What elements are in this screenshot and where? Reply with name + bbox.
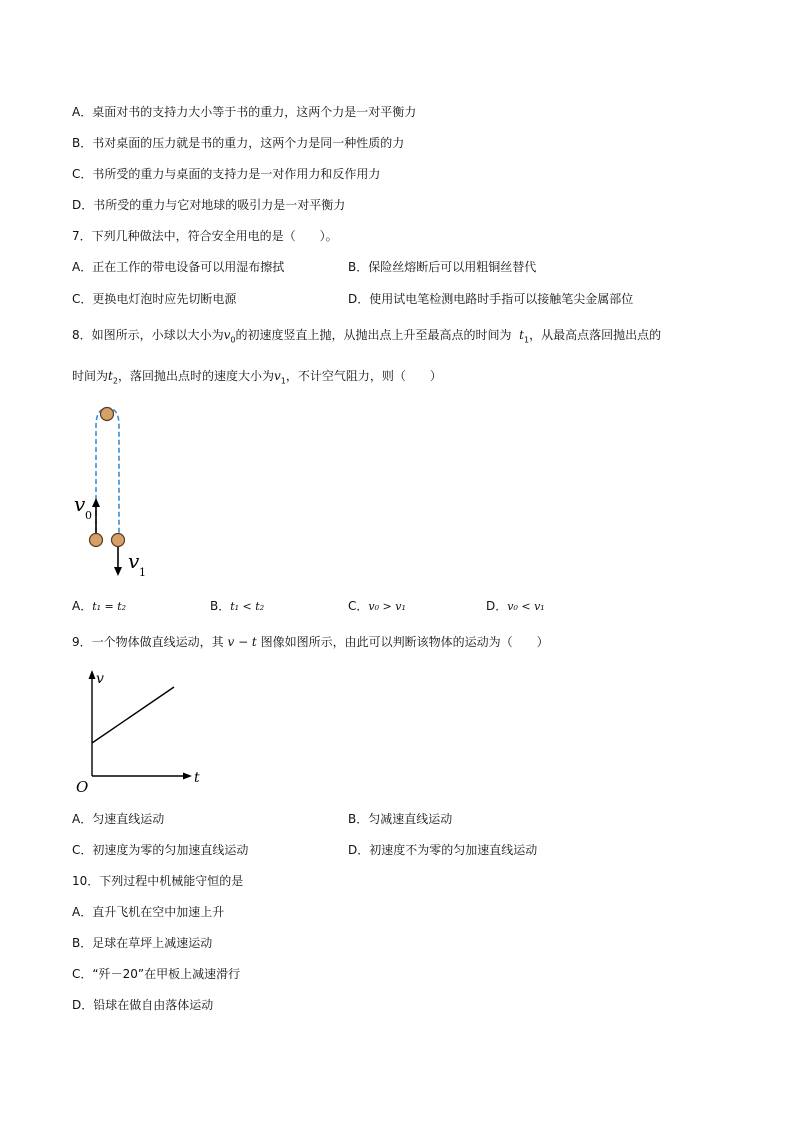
q8-t1: t [519,328,524,342]
q6-option-b: B．书对桌面的压力就是书的重力，这两个力是同一种性质的力 [72,136,405,150]
q8-label-v0: v [74,492,86,516]
q9-origin-label: O [76,778,89,796]
q8-figure [68,400,158,585]
q8-ball-bottom-left [90,534,103,547]
q8-option-a [72,598,126,615]
q6-option-d: D．书所受的重力与它对地球的吸引力是一对平衡力 [72,198,346,212]
q8-label-v0-sub: 0 [85,509,92,522]
q8-v0: v [223,328,231,342]
q8-option-a-label: A． [72,599,93,613]
q7-option-c: C．更换电灯泡时应先切断电源 [72,292,237,306]
q9-vt: v − t [227,635,257,649]
q9-data-line [92,687,174,743]
q8-ball-top [101,408,114,421]
q8-option-a-expr: t₁ = t₂ [92,600,127,613]
q9-option-c: C．初速度为零的匀加速直线运动 [72,843,249,857]
q9-stem [72,634,549,650]
q9-y-label: v [96,671,104,687]
q10-option-b: B．足球在草坪上减速运动 [72,936,213,950]
q10-option-d: D．铅球在做自由落体运动 [72,998,214,1012]
q8-option-b-expr: t₁ < t₂ [230,600,265,613]
q9-option-d: D．初速度不为零的匀加速直线运动 [348,843,538,857]
q8-option-c [348,598,406,615]
q9-vt-graph [72,668,212,800]
q9-stem-a: 9．一个物体做直线运动，其 [72,635,224,649]
q9-x-label: t [194,770,200,786]
q7-option-d: D．使用试电笔检测电路时手指可以接触笔尖金属部位 [348,292,634,306]
q8-stem-line2 [72,368,442,389]
q8-v1-sub: 1 [280,376,286,386]
q8-t2-sub: 2 [112,376,118,386]
q8-arrowhead-v1 [114,567,122,576]
q8-arrowhead-v0 [92,498,100,507]
q9-option-b: B．匀减速直线运动 [348,812,453,826]
q10-stem: 10．下列过程中机械能守恒的是 [72,874,244,888]
q8-trajectory-dashed [96,408,119,540]
q8-stem1-b: 的初速度竖直上抛，从抛出点上升至最高点的时间为 [235,328,512,342]
q8-stem-line1 [72,327,661,348]
q9-y-arrowhead [89,670,96,679]
q8-stem1-c: ，从最高点落回抛出点的 [529,328,662,342]
q8-t2: t [108,369,113,383]
q8-t1-sub: 1 [524,335,530,345]
q7-option-b: B．保险丝熔断后可以用粗铜丝替代 [348,260,537,274]
q8-label-v1-sub: 1 [139,566,146,579]
q8-option-d-label: D． [486,599,508,613]
q8-stem2-c: ，不计空气阻力，则（ ） [285,369,442,383]
q9-x-arrowhead [183,773,192,780]
q8-option-b [210,598,264,615]
q6-option-a: A．桌面对书的支持力大小等于书的重力，这两个力是一对平衡力 [72,105,417,119]
q8-option-b-label: B． [210,599,231,613]
q8-v0-sub: 0 [230,335,236,345]
q8-option-c-label: C． [348,599,369,613]
q8-stem2-a: 时间为 [72,369,109,383]
q9-option-a: A．匀速直线运动 [72,812,165,826]
q7-option-a: A．正在工作的带电设备可以用湿布擦拭 [72,260,285,274]
q8-v1: v [273,369,281,383]
q9-stem-b: 图像如图所示，由此可以判断该物体的运动为（ ） [260,635,549,649]
q10-option-a: A．直升飞机在空中加速上升 [72,905,225,919]
q8-stem1-a: 8．如图所示，小球以大小为 [72,328,224,342]
q8-stem2-b: ，落回抛出点时的速度大小为 [117,369,274,383]
q10-option-c: C．“歼－20”在甲板上减速滑行 [72,967,241,981]
q6-option-c: C．书所受的重力与桌面的支持力是一对作用力和反作用力 [72,167,381,181]
q8-option-c-expr: v₀ > v₁ [368,600,406,613]
q8-ball-bottom-right [112,534,125,547]
q8-option-d [486,598,545,615]
q8-option-d-expr: v₀ < v₁ [507,600,545,613]
q8-label-v1: v [128,549,140,573]
q7-stem: 7．下列几种做法中，符合安全用电的是（ ）。 [72,229,338,243]
